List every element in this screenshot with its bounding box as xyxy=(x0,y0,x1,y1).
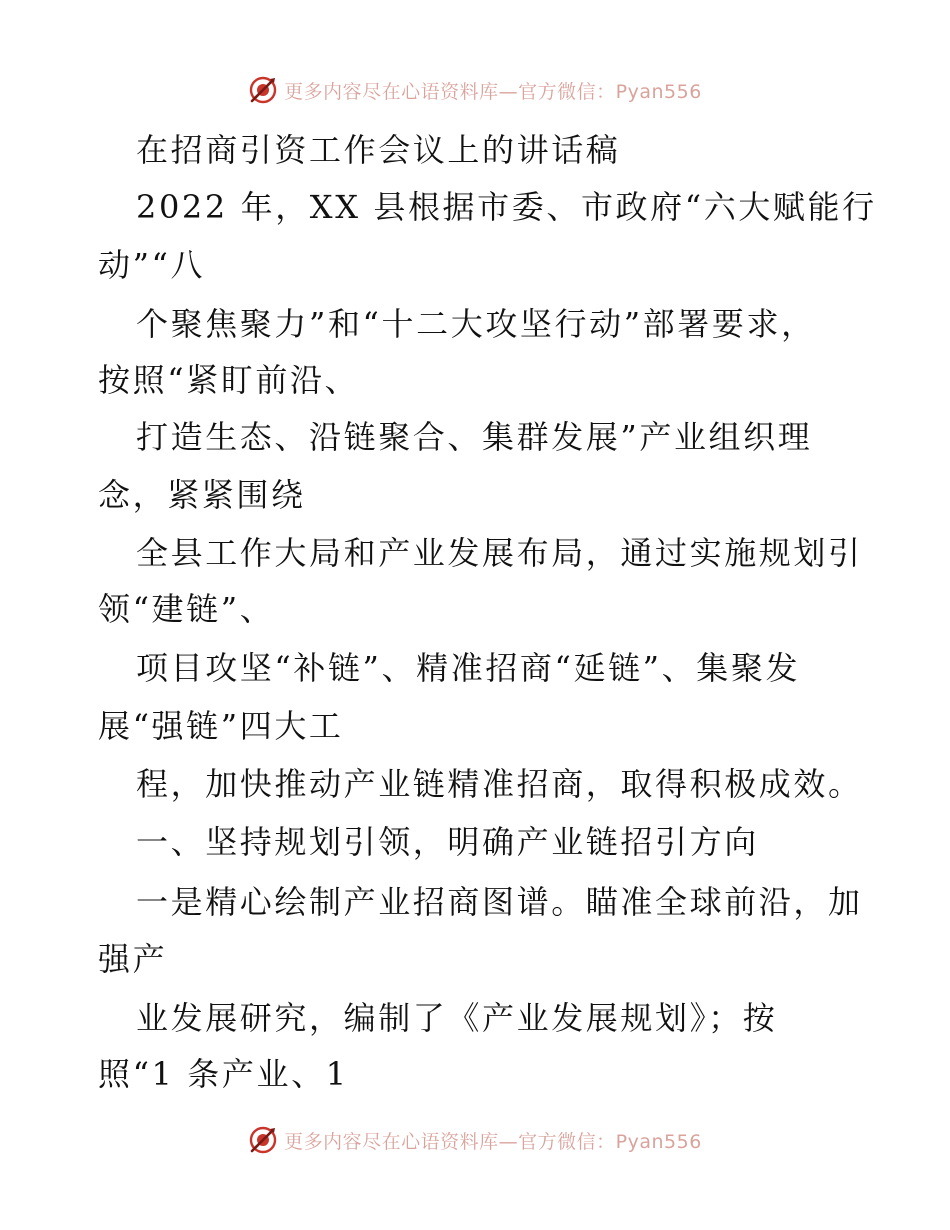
text-line: 个聚焦聚力”和“十二大攻坚行动”部署要求， xyxy=(136,305,816,343)
watermark-text: 更多内容尽在心语资料库—官方微信：Pyan556 xyxy=(284,1130,702,1153)
text-line: 一、坚持规划引领，明确产业链招引方向 xyxy=(136,823,759,861)
text-line: 打造生态、沿链聚合、集群发展”产业组织理 xyxy=(136,418,813,456)
text-line: 动”“八 xyxy=(98,246,206,284)
text-line: 项目攻坚“补链”、精准招商“延链”、集聚发 xyxy=(136,649,801,687)
text-line: 程，加快推动产业链精准招商，取得积极成效。 xyxy=(136,765,863,803)
header-watermark xyxy=(0,70,950,110)
text-line: 展“强链”四大工 xyxy=(98,707,344,745)
footer-watermark xyxy=(0,1120,950,1160)
text-line: 2022 年，XX 县根据市委、市政府“六大赋能行 xyxy=(136,188,877,226)
text-line: 念，紧紧围绕 xyxy=(98,476,306,514)
text-line: 业发展研究，编制了《产业发展规划》；按 xyxy=(136,999,778,1037)
brush-logo-icon xyxy=(248,1125,278,1155)
text-line: 一是精心绘制产业招商图谱。瞄准全球前沿，加 xyxy=(136,883,863,921)
text-line: 照“1 条产业、1 xyxy=(98,1055,349,1093)
brush-logo-icon xyxy=(248,75,278,105)
text-line: 全县工作大局和产业发展布局，通过实施规划引 xyxy=(136,534,863,572)
text-line: 强产 xyxy=(98,940,168,978)
text-line: 按照“紧盯前沿、 xyxy=(98,361,360,399)
watermark-text: 更多内容尽在心语资料库—官方微信：Pyan556 xyxy=(284,80,702,103)
text-line: 领“建链”、 xyxy=(98,590,275,628)
text-line: 在招商引资工作会议上的讲话稿 xyxy=(136,131,621,169)
